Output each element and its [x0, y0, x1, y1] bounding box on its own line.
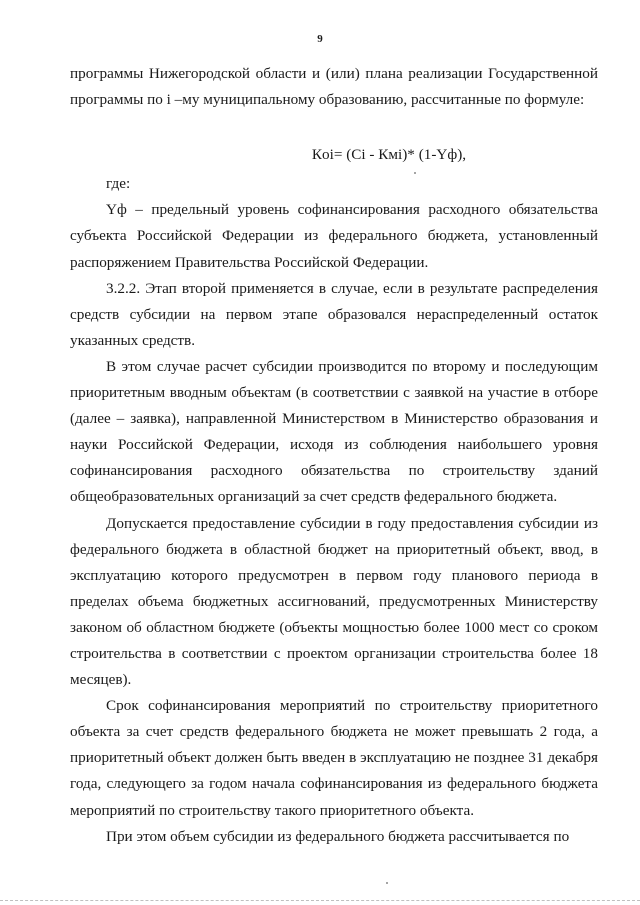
paragraph-subsidy-volume: При этом объем субсидии из федерального бюджета рассчитывается по: [106, 827, 570, 845]
scan-speck: [414, 172, 416, 174]
paragraph-yf-definition: Yф – предельный уровень софинансирования расходного обязательства субъекта Российской Федерации из федерального бюджета, установленный распоряжением Правительства Российской Федерации.: [70, 201, 598, 271]
document-body: [70, 61, 598, 850]
paragraph-calculation: В этом случае расчет субсидии производится по второму и последующим приоритетным вводным объектам (в соответствии с заявкой на участие в отборе (далее – заявка), направленной Министерством в Министерство образования и науки Российской Федерации, исходя из соблюдения наибольшего уровня софинансирования расходного обязательства по строительству зданий общеобразовательных организаций за счет средств федерального бюджета.: [70, 357, 598, 506]
formula-where-label: где:: [106, 175, 131, 193]
scan-edge-line: [0, 900, 640, 902]
paragraph-priority-object: Допускается предоставление субсидии в году предоставления субсидии из федерального бюджета в областной бюджет на приоритетный объект, ввод, в эксплуатацию которого предусмотрен в первом году планового периода в пределах объема бюджетных ассигнований, предусмотренных Министерству законом об областном бюджете (объекты мощностью более 1000 мест со сроком строительства в соответствии с проектом организации строительства более 18 месяцев).: [70, 514, 598, 689]
formula: Кoi= (Ci - Кмi)* (1-Yф),: [311, 146, 467, 164]
paragraph-continuation: программы Нижегородской области и (или) плана реализации Государственной программы по i –му муниципальному образованию, рассчитанные по формуле:: [70, 65, 598, 109]
page-number: 9: [317, 33, 323, 45]
paragraph-cofinancing-term: Срок софинансирования мероприятий по строительству приоритетного объекта за счет средств федерального бюджета не может превышать 2 года, а приоритетный объект должен быть введен в эксплуатацию не позднее 31 декабря года, следующего за годом начала софинансирования из федерального бюджета мероприятий по строительству такого приоритетного объекта.: [70, 697, 598, 819]
paragraph-stage-two: 3.2.2. Этап второй применяется в случае, если в результате распределения средств субсидии на первом этапе образовался нераспределенный остаток указанных средств.: [70, 279, 598, 349]
scan-speck: [386, 882, 388, 884]
